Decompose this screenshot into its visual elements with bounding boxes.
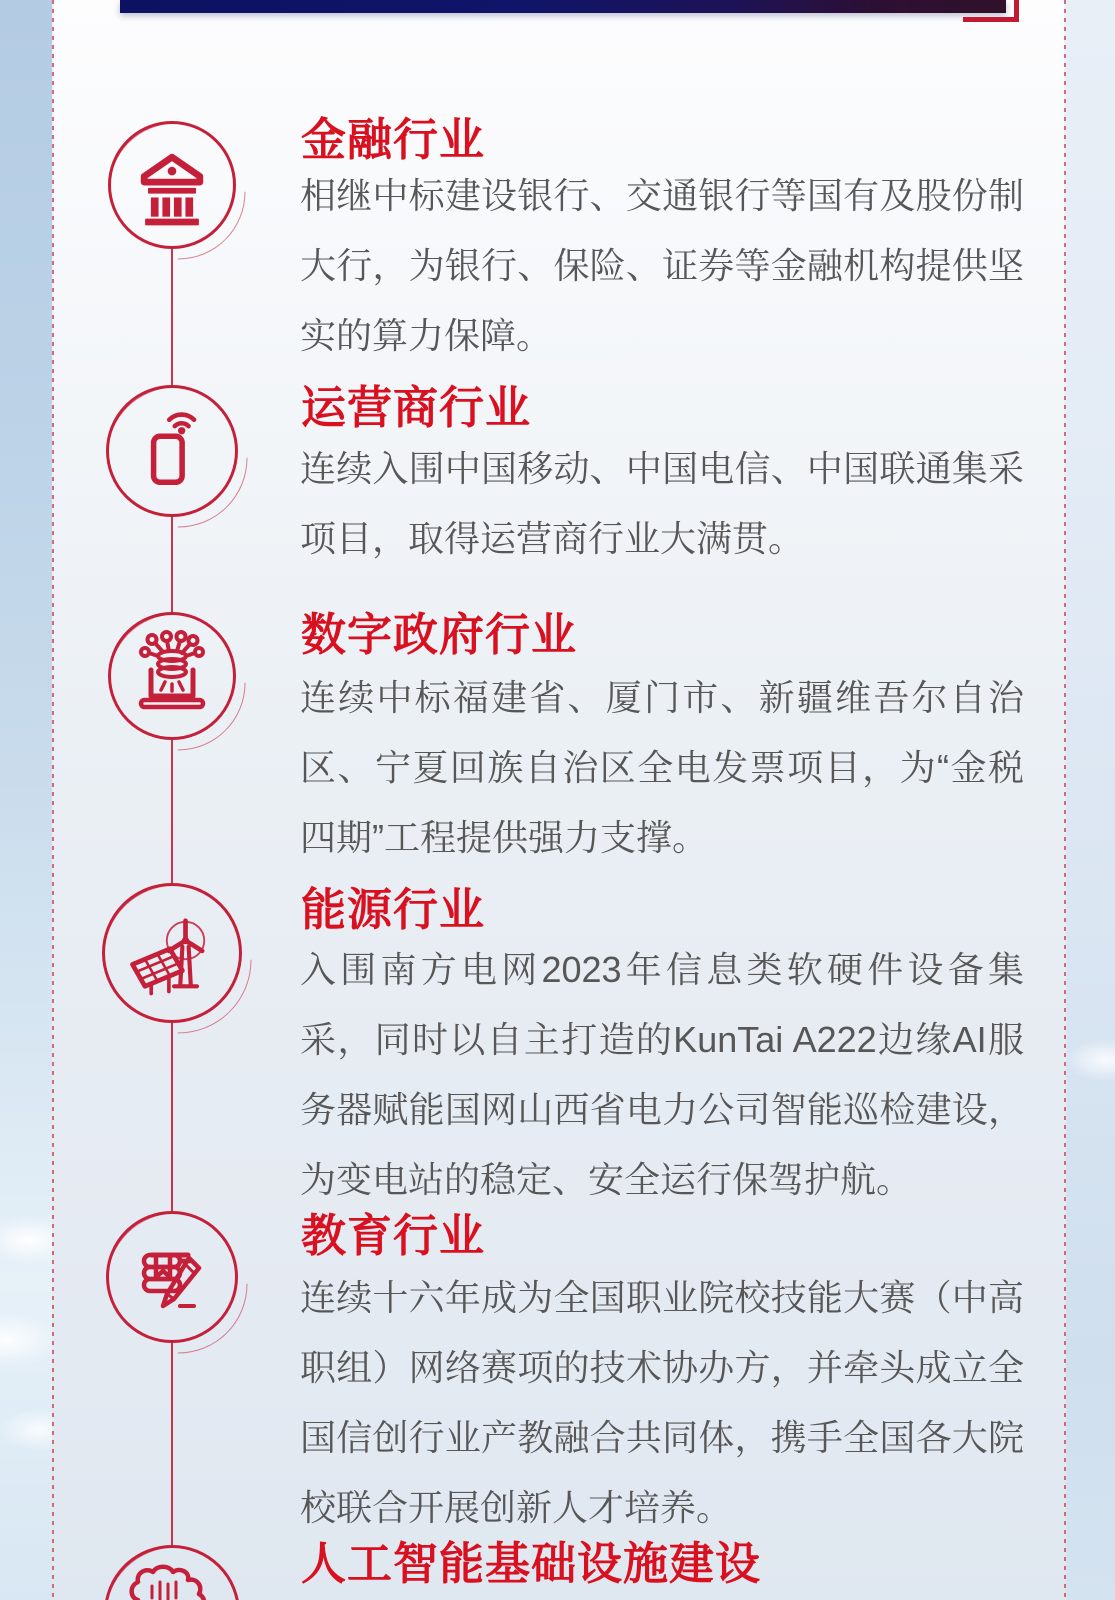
section-body-energy: 入围南方电网2023年信息类软硬件设备集采，同时以自主打造的KunTai A222边缘AI服务器赋能国网山西省电力公司智能巡检建设，为变电站的稳定、安全运行保驾护航。 xyxy=(300,949,1024,1200)
top-banner-image xyxy=(120,0,1006,13)
left-dashed-rule xyxy=(52,0,54,1600)
timeline-node-telecom xyxy=(106,385,238,517)
right-dashed-rule xyxy=(1064,0,1066,1600)
timeline-connector xyxy=(171,1343,173,1545)
timeline-connector xyxy=(171,517,173,612)
laptop-data-icon xyxy=(122,626,222,726)
section-body-digital-gov: 连续中标福建省、厦门市、新疆维吾尔自治区、宁夏回族自治区全电发票项目，为“金税四期”工程提供强力支撑。 xyxy=(300,677,1024,858)
wind-solar-icon xyxy=(120,901,224,1005)
section-title-digital-gov: 数字政府行业 xyxy=(301,609,578,660)
section-title-finance: 金融行业 xyxy=(301,114,486,165)
section-body-finance: 相继中标建设银行、交通银行等国有及股份制大行，为银行、保险、证券等金融机构提供坚实的算力保障。 xyxy=(300,175,1024,356)
timeline-node-energy xyxy=(102,883,242,1023)
timeline-node-finance xyxy=(108,121,236,249)
section-title-telecom: 运营商行业 xyxy=(301,382,532,433)
section-title-education: 教育行业 xyxy=(301,1210,486,1261)
banner-corner-frame-horizontal xyxy=(963,17,1019,22)
timeline-connector xyxy=(171,1023,173,1211)
bank-icon xyxy=(124,137,220,233)
section-title-energy: 能源行业 xyxy=(301,884,486,935)
timeline-connector xyxy=(171,740,173,883)
phone-signal-icon xyxy=(126,405,218,497)
section-title-ai-infra: 人工智能基础设施建设 xyxy=(301,1538,762,1589)
section-body-telecom: 连续入围中国移动、中国电信、中国联通集采项目，取得运营商行业大满贯。 xyxy=(300,448,1024,559)
books-pencil-icon xyxy=(122,1227,222,1327)
timeline-connector xyxy=(171,249,173,385)
sky-background-left xyxy=(0,0,52,1600)
ai-brain-cloud-icon xyxy=(122,1564,222,1600)
section-body-education: 连续十六年成为全国职业院校技能大赛（中高职组）网络赛项的技术协办方，并牵头成立全国信创行业产教融合共同体，携手全国各大院校联合开展创新人才培养。 xyxy=(300,1277,1024,1528)
timeline-node-digital-gov xyxy=(108,612,236,740)
sky-background-right xyxy=(1066,0,1115,1600)
timeline-node-education xyxy=(106,1211,238,1343)
